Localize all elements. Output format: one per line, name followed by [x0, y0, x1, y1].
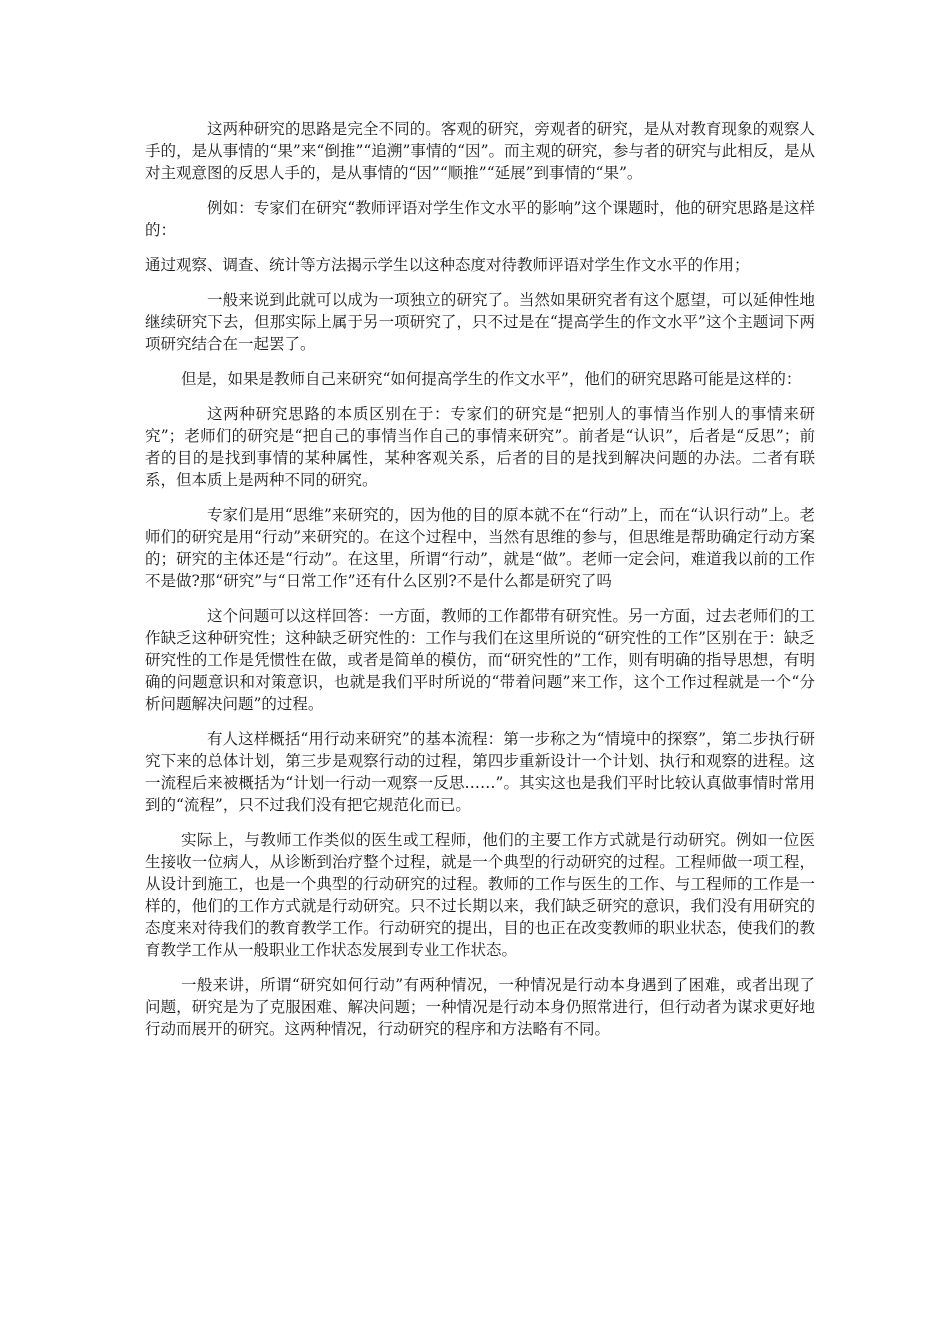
document-body	[145, 118, 815, 1053]
paragraph-observation-methods: 通过观察、调查、统计等方法揭示学生以这种态度对待教师评语对学生作文水平的作用；	[145, 256, 750, 274]
paragraph-two-research-approaches: 这两种研究的思路是完全不同的。客观的研究，旁观者的研究，是从对教育现象的观察人手的，是从事情的“果”来“倒推”“追溯”事情的“因”。而主观的研究，参与者的研究与此相反，是从对主观意图的反思人手的，是从事情的“因”“顺推”“延展”到事情的“果”。	[145, 120, 815, 182]
paragraph-teacher-approach: 但是，如果是教师自己来研究“如何提高学生的作文水平”，他们的研究思路可能是这样的：	[181, 370, 802, 388]
paragraph-essential-difference: 这两种研究思路的本质区别在于：专家们的研究是“把别人的事情当作别人的事情来研究”；老师们的研究是“把自己的事情当作自己的事情来研究”。前者是“认识”，后者是“反思”；前者的目的是找到事情的某种属性，某种客观关系，后者的目的是找到解决问题的办法。二者有联系，但本质上是两种不同的研究。	[145, 405, 815, 489]
paragraph-basic-process: 有人这样概括“用行动来研究”的基本流程：第一步称之为“情境中的探察”，第二步执行研究下来的总体计划，第三步是观察行动的过程，第四步重新设计一个计划、执行和观察的进程。这一流程后来被概括为“计划一行动一观察一反思……”。其实这也是我们平时比较认真做事情时常用到的“流程”，只不过我们没有把它规范化而已。	[145, 730, 815, 814]
paragraph-thinking-vs-action: 专家们是用“思维”来研究的，因为他的目的原本就不在“行动”上，而在“认识行动”上。老师们的研究是用“行动”来研究的。在这个过程中，当然有思维的参与，但思维是帮助确定行动方案的；研究的主体还是“行动”。在这里，所谓“行动”，就是“做”。老师一定会问，难道我以前的工作不是做?那“研究”与“日常工作”还有什么区别?不是什么都是研究了吗	[145, 506, 815, 590]
paragraph-doctor-engineer: 实际上，与教师工作类似的医生或工程师，他们的主要工作方式就是行动研究。例如一位医生接收一位病人，从诊断到治疗整个过程，就是一个典型的行动研究的过程。工程师做一项工程，从设计到施工，也是一个典型的行动研究的过程。教师的工作与医生的工作、与工程师的工作是一样的，他们的工作方式就是行动研究。只不过长期以来，我们缺乏研究的意识，我们没有用研究的态度来对待我们的教育教学工作。行动研究的提出，目的也正在改变教师的职业状态，使我们的教育教学工作从一般职业工作状态发展到专业工作状态。	[145, 831, 815, 959]
paragraph-answer: 这个问题可以这样回答：一方面，教师的工作都带有研究性。另一方面，过去老师们的工作缺乏这种研究性；这种缺乏研究性的：工作与我们在这里所说的“研究性的工作”区别在于：缺乏研究性的工作是凭惯性在做，或者是简单的模仿，而“研究性的”工作，则有明确的指导思想，有明确的问题意识和对策意识，也就是我们平时所说的“带着问题”来工作，这个工作过程就是一个“分析问题解决问题”的过程。	[145, 607, 815, 713]
paragraph-expert-example: 例如：专家们在研究“教师评语对学生作文水平的影响”这个课题时，他的研究思路是这样的：	[145, 199, 815, 239]
paragraph-independent-study: 一般来说到此就可以成为一项独立的研究了。当然如果研究者有这个愿望，可以延伸性地继续研究下去，但那实际上属于另一项研究了，只不过是在“提高学生的作文水平”这个主题词下两项研究结合在一起罢了。	[145, 291, 815, 353]
paragraph-two-situations: 一般来讲，所谓“研究如何行动”有两种情况，一种情况是行动本身遇到了困难，或者出现了问题，研究是为了克服困难、解决问题；一种情况是行动本身仍照常进行，但行动者为谋求更好地行动而展开的研究。这两种情况，行动研究的程序和方法略有不同。	[145, 976, 815, 1038]
